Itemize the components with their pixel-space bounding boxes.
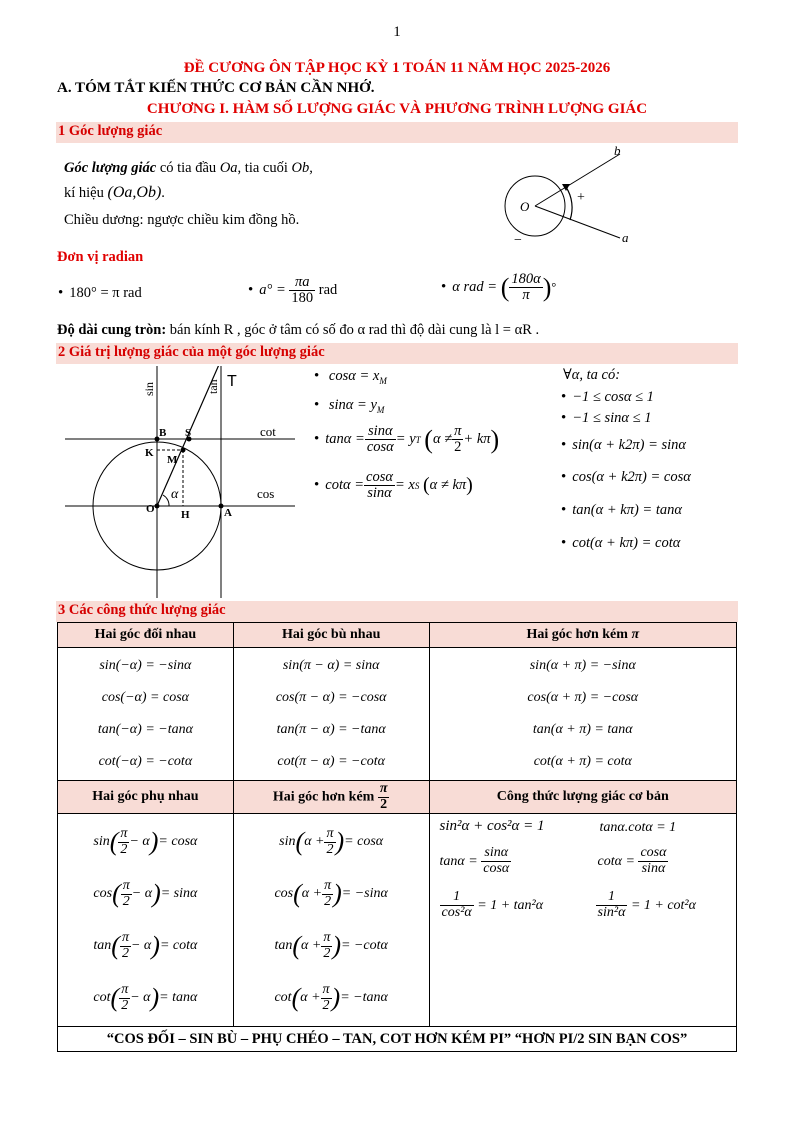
num: π <box>121 930 129 946</box>
col-differ-by-pi <box>429 623 736 648</box>
section-3-band <box>56 601 738 622</box>
prop-2 <box>561 410 652 427</box>
rhs: = 1 + cot²α <box>630 897 696 913</box>
fn: cot <box>274 990 292 1006</box>
section-2-band <box>56 343 738 364</box>
cot-definition: • cotα = $\frac{\cos\alpha}{\sin\alpha}$ = x S ( α ≠ kπ ) <box>314 470 473 501</box>
head: α + <box>301 938 322 954</box>
tan-cond-b: + kπ <box>463 431 491 448</box>
radian-heading: Đơn vị radian <box>57 249 144 265</box>
tan-def-rhs: = y <box>395 431 416 448</box>
mnemonic: “COS ĐỐI – SIN BÙ – PHỤ CHÉO – TAN, COT HƠN KÉM PI” “HƠN PI/2 SIN BẠN COS” <box>58 1027 737 1052</box>
prop-1 <box>561 389 654 406</box>
label-m-point: M <box>167 454 178 466</box>
angle-arc <box>566 187 572 220</box>
den: 2 <box>323 945 331 961</box>
ray-ob: Ob <box>291 160 310 176</box>
num: π <box>122 878 130 894</box>
num: 1 <box>596 890 628 906</box>
formula-row: sin(−α) = −sinα <box>99 658 192 673</box>
def-text-a: có tia đầu <box>156 160 220 176</box>
label-a-point: A <box>224 507 232 519</box>
fn: sin <box>93 834 110 850</box>
prop-4 <box>561 469 691 486</box>
point-m <box>181 448 186 453</box>
sin-definition <box>314 397 384 415</box>
label-h-point: H <box>181 509 190 521</box>
forall-text <box>563 367 620 384</box>
num: 1 <box>440 890 474 906</box>
col-differ-by-half-pi-label: Hai góc hơn kém <box>272 789 375 805</box>
label-tan: tan <box>206 379 220 394</box>
tan-def-den: cosα <box>366 439 394 456</box>
cos-def-text: cosα = x <box>328 368 380 384</box>
formula-row: tan(π − α) = −tanα <box>276 722 386 737</box>
formula-row: sin(π − α) = sinα <box>282 658 380 673</box>
tail: − α <box>129 834 150 850</box>
col-opposite-angles: Hai góc đối nhau <box>58 623 234 648</box>
prop-6 <box>561 535 680 552</box>
fn: cot <box>93 990 111 1006</box>
tan-cot-identity: tanα.cotα = 1 <box>599 820 677 836</box>
cot-def-sub: S <box>414 480 420 491</box>
f3-lhs: • α rad = <box>452 279 498 296</box>
label-s-point: S <box>185 427 192 439</box>
formula-row: sin ( $\frac{\pi}{2}$ − α ) = cosα <box>93 826 198 857</box>
den: 2 <box>122 893 130 909</box>
formula-row: cot ( α + $\frac{\pi}{2}$ ) = −tanα <box>274 982 388 1013</box>
rhs: = 1 + tan²α <box>477 897 544 913</box>
label-a: a <box>622 230 629 245</box>
def-text-c: , <box>309 160 313 176</box>
tan-cond-num: π <box>454 423 462 439</box>
cos-def-sub: M <box>379 375 387 386</box>
radian-formula-1-text: 180° = π rad <box>69 285 142 301</box>
label-t: T <box>227 373 237 390</box>
forall-label: ∀α, ta có: <box>563 367 621 383</box>
cot-def-rhs: = x <box>394 477 415 494</box>
num: π <box>326 826 334 842</box>
angle-term: Góc lượng giác <box>64 160 157 176</box>
head: α + <box>304 834 325 850</box>
arc-length-text <box>57 322 539 339</box>
rhs: = −tanα <box>340 990 388 1006</box>
lhs: cotα = <box>597 853 635 869</box>
f3-degree: ° <box>551 280 557 295</box>
col5-num: π <box>379 781 388 796</box>
fn: tan <box>93 938 112 954</box>
den: 2 <box>120 841 128 857</box>
den: 2 <box>326 841 334 857</box>
den: cos²α <box>441 905 472 921</box>
angle-figure <box>500 140 650 250</box>
tail: − α <box>130 938 152 954</box>
formula-row: cos ( α + $\frac{\pi}{2}$ ) = −sinα <box>274 878 388 909</box>
def-text-b: , tia cuối <box>237 160 292 176</box>
ray-oa: Oa <box>219 160 238 176</box>
positive-direction: Chiều dương: ngược chiều kim đồng hồ. <box>64 212 300 228</box>
alpha-arc <box>163 495 169 506</box>
label-b-point: B <box>159 427 167 439</box>
cos-definition <box>314 368 387 386</box>
formula-table <box>57 622 737 1052</box>
label-o-point: O <box>146 503 155 515</box>
f2-numerator: πa <box>289 275 315 291</box>
formula-row: cot(π − α) = −cotα <box>277 754 385 769</box>
formula-row: tan ( α + $\frac{\pi}{2}$ ) = −cotα <box>274 930 388 961</box>
col-basic-formulas: Công thức lượng giác cơ bản <box>429 781 736 814</box>
tan-quotient <box>440 846 512 876</box>
col5-den: 2 <box>380 796 388 812</box>
tan-cond-den: 2 <box>454 439 462 456</box>
formula-row: cos(π − α) = −cosα <box>275 690 387 705</box>
cot-def-den: sinα <box>367 485 392 502</box>
pythagorean-identity: sin²α + cos²α = 1 <box>439 818 545 835</box>
notation-symbol: (Oa,Ob) <box>107 184 162 201</box>
section-1-heading: 1 Góc lượng giác <box>58 123 163 139</box>
rhs: = −sinα <box>341 886 388 902</box>
col-differ-by-pi-label: Hai góc hơn kém <box>526 627 632 642</box>
section-3-heading: 3 Các công thức lượng giác <box>58 602 226 618</box>
f2-denominator: 180 <box>291 290 314 307</box>
fn: sin <box>279 834 296 850</box>
formula-row: cot(−α) = −cotα <box>98 754 193 769</box>
den: 2 <box>121 997 129 1013</box>
prop-6-text: cot(α + kπ) = cotα <box>572 535 681 551</box>
prop-5 <box>561 502 682 519</box>
cot-def-lhs: • cotα = <box>325 477 365 494</box>
chapter-title: CHƯƠNG I. HÀM SỐ LƯỢNG GIÁC VÀ PHƯƠNG TRÌNH LƯỢNG GIÁC <box>146 101 648 117</box>
formula-row: tan ( $\frac{\pi}{2}$ − α ) = cotα <box>93 930 198 961</box>
fn: tan <box>274 938 293 954</box>
point-a <box>219 504 224 509</box>
radian-formula-3: • α rad = ( $\frac{180\alpha}{\pi}$ ) ° <box>441 272 556 303</box>
sin-def-text: sinα = y <box>328 397 377 413</box>
page-number: 1 <box>393 24 401 40</box>
section-2-heading: 2 Giá trị lượng giác của một góc lượng giác <box>58 344 325 360</box>
tan-cond-a: α ≠ <box>432 431 453 448</box>
label-alpha: α <box>171 487 179 502</box>
label-cos: cos <box>257 486 275 501</box>
formula-row: tan(−α) = −tanα <box>97 722 193 737</box>
unit-circle-figure <box>65 366 295 598</box>
den: 2 <box>322 997 330 1013</box>
num: π <box>323 930 331 946</box>
csc-identity <box>596 890 696 920</box>
supplementary-formulas <box>233 648 429 781</box>
lhs: tanα = <box>439 853 478 869</box>
prop-3-text: sin(α + k2π) = sinα <box>572 437 687 453</box>
den: 2 <box>324 893 332 909</box>
col-complementary-angles: Hai góc phụ nhau <box>58 781 234 814</box>
complementary-formulas <box>58 814 234 1027</box>
rhs: = −cotα <box>341 938 388 954</box>
fn: cos <box>93 886 113 902</box>
f3-numerator: 180α <box>511 271 541 287</box>
prop-2-text: −1 ≤ sinα ≤ 1 <box>572 410 652 426</box>
formula-row: sin(α + π) = −sinα <box>529 658 636 673</box>
formula-row: cot ( $\frac{\pi}{2}$ − α ) = tanα <box>93 982 198 1013</box>
f3-denominator: π <box>522 287 530 304</box>
differ-half-pi-formulas <box>233 814 429 1027</box>
tan-definition: • tanα = $\frac{\sin\alpha}{\cos\alpha}$ = y T ( α ≠ $\frac{\pi}{2}$ + kπ ) <box>314 424 499 455</box>
label-k-point: K <box>145 447 154 459</box>
head: α + <box>301 886 323 902</box>
den: sin²α <box>597 905 626 921</box>
formula-row: cos(−α) = cosα <box>101 690 190 705</box>
angle-definition <box>64 160 313 177</box>
formula-row: tan(α + π) = tanα <box>532 722 633 737</box>
cot-def-num: cosα <box>366 469 393 485</box>
radian-formula-1 <box>58 285 142 302</box>
label-b: b <box>614 143 621 158</box>
differ-pi-formulas <box>429 648 736 781</box>
rhs: = cosα <box>158 834 198 850</box>
tan-def-num: sinα <box>365 424 396 440</box>
col-differ-by-pi-symbol: π <box>631 627 640 642</box>
col-differ-by-half-pi <box>233 781 429 814</box>
col-supplementary-angles: Hai góc bù nhau <box>233 623 429 648</box>
prop-5-text: tan(α + kπ) = tanα <box>572 502 682 518</box>
tan-def-lhs: • tanα = <box>325 431 365 448</box>
tan-def-sub: T <box>415 434 421 445</box>
sin-def-sub: M <box>376 404 385 415</box>
num: π <box>121 982 129 998</box>
tail: − α <box>130 990 151 1006</box>
prop-4-text: cos(α + k2π) = cosα <box>572 469 691 485</box>
num: π <box>120 826 128 842</box>
label-cot: cot <box>260 424 276 439</box>
opposite-formulas <box>58 648 234 781</box>
rhs: = sinα <box>160 886 198 902</box>
num: cosα <box>640 845 667 861</box>
arc-arrow-icon <box>562 184 570 191</box>
arc-length-label: Độ dài cung tròn: <box>57 322 167 338</box>
rhs: = cotα <box>159 938 198 954</box>
den: cosα <box>483 861 510 877</box>
cot-cond: α ≠ kπ <box>429 477 467 494</box>
formula-row: cos ( $\frac{\pi}{2}$ − α ) = sinα <box>93 878 198 909</box>
document-title: ĐỀ CƯƠNG ÔN TẬP HỌC KỲ 1 TOÁN 11 NĂM HỌC 2025-2026 <box>183 60 611 76</box>
cot-quotient <box>598 846 669 876</box>
label-minus: − <box>514 233 522 248</box>
num: π <box>324 878 332 894</box>
arc-length-body: bán kính R , góc ở tâm có số đo α rad thì độ dài cung là l = αR . <box>166 322 540 338</box>
part-a-heading: A. TÓM TẮT KIẾN THỨC CƠ BẢN CẦN NHỚ. <box>57 80 375 96</box>
sec-identity <box>440 890 544 920</box>
rhs: = tanα <box>159 990 198 1006</box>
label-o: O <box>520 199 530 214</box>
f2-lhs: • a° = <box>259 282 286 299</box>
prop-1-text: −1 ≤ cosα ≤ 1 <box>572 389 654 405</box>
head: α + <box>300 990 321 1006</box>
notation-end: . <box>161 185 165 201</box>
tail: − α <box>131 886 153 902</box>
label-sin: sin <box>142 381 156 396</box>
label-plus: + <box>577 190 585 205</box>
basic-formulas <box>429 814 736 1027</box>
point-o <box>155 504 160 509</box>
radian-formula-2 <box>248 275 337 306</box>
notation-text: kí hiệu <box>64 185 108 201</box>
formula-row: cos(α + π) = −cosα <box>527 690 639 705</box>
formula-row: cot(α + π) = cotα <box>533 754 632 769</box>
fn: cos <box>274 886 294 902</box>
den: 2 <box>121 945 129 961</box>
f2-unit: rad <box>318 282 338 299</box>
formula-row: sin ( α + $\frac{\pi}{2}$ ) = cosα <box>279 826 384 857</box>
angle-notation <box>64 184 165 202</box>
rhs: = cosα <box>344 834 384 850</box>
num: π <box>322 982 330 998</box>
prop-3 <box>561 437 686 454</box>
num: sinα <box>481 846 511 862</box>
den: sinα <box>641 861 666 877</box>
